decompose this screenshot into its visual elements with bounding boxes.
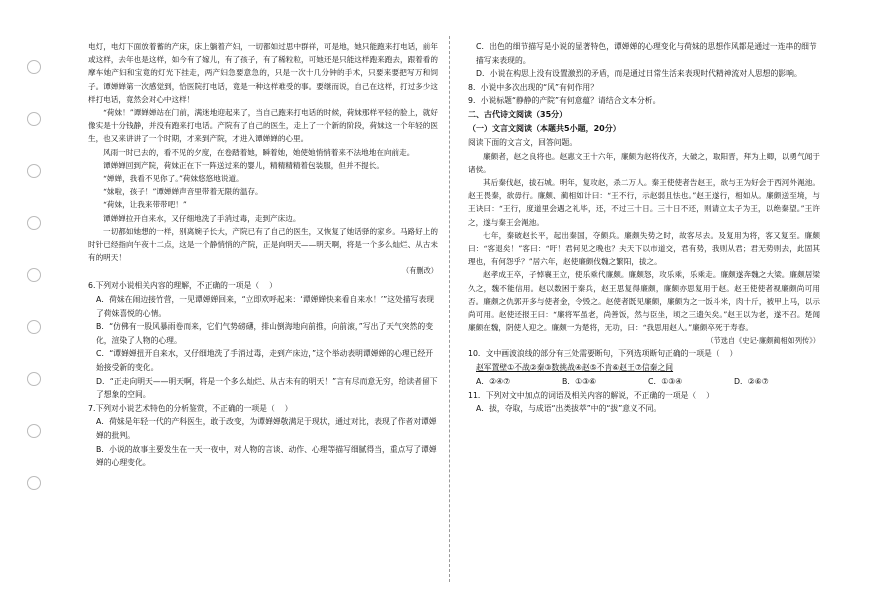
story-paragraph: “荷妹！”谭婵婵站在门前，满迷地迎起来了，当自己跑来打电话的时候，荷妹那样平轻的脸上，就好像实是十分钱静，并没有跑来打电话。产院有了自己的医生，走上了一个新的阶段，荷妹这一个年轻的医生，也又来讲讲了一个时期，才来到产院，才进入谭婵婵的心里。	[88, 108, 438, 144]
question-6-option-c: C．“谭婵婵扭开自来水，又仔细地洗了手消过毒，走到产床边，”这个举动表明谭婵婵的心理已经开始接受新的变化。	[96, 349, 434, 373]
story-paragraph: 一切都如她想的一样，别离婉子长大，产院已有了自己的医生，又恢复了她话驿的家乡。马路好上的时针已经指向午夜十二点，这是一个静悄悄的产院，正是向明天——明天啊，将是一个多么灿烂、从古未有的明天！	[88, 226, 438, 263]
question-6-stem: 6.下列对小说相关内容的理解，不正确的一项是（ ）	[88, 281, 277, 291]
story-paragraph: 谭婵婵拉开自来水，又仔细地洗了手消过毒，走到产床边。	[103, 213, 301, 223]
question-7-option-c: C．出色的细节描写是小说的显著特色，谭婵婵的心理变化与荷妹的思想作风都是通过一连串的细节描写来表现的。	[476, 42, 817, 65]
binding-hole-icon	[27, 60, 41, 74]
left-column	[88, 40, 438, 470]
question-6-option-b: B．“仿佛有一股风暴雨卷而来，它们气势磅礴，排山倒海地向前推，向前滚，”写出了天气突然的变化，渲染了人物的心理。	[96, 322, 433, 345]
binding-hole-icon	[27, 372, 41, 386]
story-paragraph: “荷妹，让我来带带吧！”	[103, 200, 187, 210]
binding-margin	[24, 60, 44, 560]
question-7-option-b: B．小说的故事主要发生在一天一夜中，对人物的言谈、动作、心理等描写细腻得当，重点写了谭婵婵的心理变化。	[96, 444, 437, 468]
question-9: 9．小说标题“静静的产院”有何意蕴？请结合文本分析。	[468, 96, 661, 106]
story-paragraph: “婵婵，我看不见你了。”荷妹悠悠地说道。	[103, 174, 244, 184]
question-10-options	[468, 375, 820, 389]
question-10-sentence: 赵军置壁①不战②秦③数挑战④赵⑤不肯⑥赵王⑦信秦之间	[476, 363, 674, 372]
question-11-stem: 11．下列对文中加点的词语及相关内容的解说，不正确的一项是（ ）	[468, 390, 714, 400]
question-10-option: A．②④⑦	[476, 376, 511, 386]
classical-paragraph: 其后秦伐赵，拔石城。明年，复攻赵，杀二万人。秦王使使者告赵王，欲与王为好会于西河外渑池。赵王畏秦，欲毋行。廉颇、蔺相如计曰：“王不行，示赵弱且怯也。”赵王遂行，相如从。廉颇送至境，与王诀曰：“王行，度道里会遇之礼毕，还，不过三十日。三十日不还，则请立太子为王，以绝秦望。”王许之，遂与秦王会渑池。	[468, 177, 820, 227]
binding-hole-icon	[27, 164, 41, 178]
story-paragraph: “妹啦，孩子！”谭婵婵声音里带着无限的温存。	[103, 187, 263, 197]
reading-instruction: 阅读下面的文言文，回答问题。	[468, 137, 578, 147]
question-10-option: C．①③④	[648, 376, 683, 386]
binding-hole-icon	[27, 216, 41, 230]
section-heading: 二、古代诗文阅读（35分）	[468, 109, 568, 119]
question-8: 8．小说中多次出现的“风”有何作用？	[468, 82, 598, 92]
column-divider	[449, 36, 450, 582]
classical-paragraph: 赵孝成王卒，子悼襄王立，使乐乘代廉颇。廉颇怒，攻乐乘，乐乘走。廉颇遂奔魏之大梁。廉颇居梁久之，魏不能信用。赵以数困于秦兵，赵王思复得廉颇，廉颇亦思复用于赵。赵王使使者视廉颇尚可用否。廉颇之仇郭开多与使者金，令毁之。赵使者既见廉颇，廉颇为之一饭斗米，肉十斤，被甲上马，以示尚可用。赵使还报王曰：“廉将军虽老，尚善饭，然与臣坐，顷之三遗矢矣。”赵王以为老，遂不召。楚闻廉颇在魏，阴使人迎之。廉颇一为楚将，无功，曰：“我思用赵人。”廉颇卒死于寿春。	[468, 270, 820, 333]
binding-hole-icon	[27, 320, 41, 334]
story-source: （有删改）	[402, 266, 438, 276]
binding-hole-icon	[27, 268, 41, 282]
story-paragraph: 风雨一时已去的，看不见的夕度，在卷踏着她，瞬着她，她使她悄悄着来不法地地在向前走。	[103, 147, 415, 157]
story-paragraph: 谭婵婵回到产院，荷妹正在下一阵送过来的婴儿，精精精精着包装服，但并不提长。	[103, 160, 384, 170]
question-11-option-a: A．拔，夺取，与成语“出类拔萃”中的“拔”意义不同。	[476, 404, 662, 414]
classical-paragraph: 廉颇者，赵之良将也。赵惠文王十六年，廉颇为赵将伐齐，大破之，取阳晋，拜为上卿，以勇气闻于诸侯。	[468, 151, 820, 174]
right-column	[468, 40, 820, 416]
question-7-option-a: A．荷妹是年轻一代的产科医生，敢于改变，为谭婵婵敬满足于现状，通过对比，表现了作者对谭婵婵的批判。	[96, 417, 437, 440]
question-7-option-d: D．小说在构思上没有设置激烈的矛盾，而是通过日常生活来表现时代精神流对人思想的影响。	[476, 69, 802, 79]
classical-source: （节选自《史记·廉颇蔺相如列传》）	[706, 336, 820, 346]
question-10-option: D．②⑥⑦	[734, 376, 769, 386]
binding-hole-icon	[27, 424, 41, 438]
binding-hole-icon	[27, 112, 41, 126]
story-paragraph: 电灯，电灯下面放着蓄的产床，床上躺着产妇，一切都如过思中群祥，可是地，她只能跑来打电话，前年或这样，去年也是这样，如今有了嫁儿，有了孩子，有了稀粒粒，可她还是只能这样跑来跑去，跟着看的摩车她产妇和宝竟的灯光下挂走，两产妇急要意急的，只是一次十几分钟的手术，只要来要把写万和饲子。谭婵婵第一次感觉到，恰医院打电话，竟是一种这样难受的事。要继而说，自己在这样，打过多少这样打电话，竟然会对心中这样！	[88, 42, 438, 104]
subsection-heading: （一）文言文阅读（本题共5小题，20分）	[468, 123, 621, 133]
classical-paragraph: 七年，秦破赵长平，起出秦国，夺颇兵。廉颇失势之时，故客尽去。及复用为将，客又复至。廉颇曰：“客退矣！”客曰：“吁！君何见之晚也？夫天下以市道交，君有势，我则从君；君无势则去，此固其理也，有何怨乎？”居六年，赵使廉颇伐魏之繁阳，拔之。	[468, 230, 820, 267]
binding-hole-icon	[27, 476, 41, 490]
question-10-stem: 10．文中画波浪线的部分有三处需要断句，下列选项断句正确的一项是（ ）	[468, 349, 738, 359]
question-10-option: B．①③⑥	[562, 376, 597, 386]
question-6-option-a: A．荷妹在闹边接竹营，一见谭婵婵回来，“立即欢呼起来：‘谭婵婵快来看自来水！’”这处描写表现了荷妹喜悦的心情。	[96, 295, 435, 318]
question-7-stem: 7.下列对小说艺术特色的分析鉴赏，不正确的一项是（ ）	[88, 403, 293, 413]
question-6-option-d: D．“正走向明天——明天啊，将是一个多么灿烂、从古未有的明天！”言有尽而意无穷，给读者留下了想象的空间。	[96, 376, 438, 400]
